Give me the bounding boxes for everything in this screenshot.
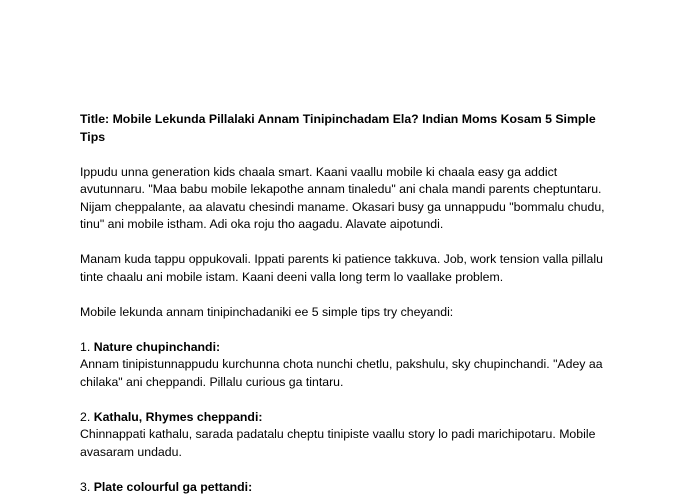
paragraph-parents: Manam kuda tappu oppukovali. Ippati parents ki patience takkuva. Job, work tension valla pillalu tinte chaalu ani mobile istam. Kaani deeni valla long term lo vaallake problem. <box>80 251 610 286</box>
tip-item <box>80 339 610 392</box>
tip-body: Chinnappati kathalu, sarada padatalu cheptu tinipiste vaallu story lo padi marichipotaru. Mobile avasaram undadu. <box>80 426 610 461</box>
paragraph-tips-intro: Mobile lekunda annam tinipinchadaniki ee 5 simple tips try cheyandi: <box>80 304 610 322</box>
tip-heading <box>80 479 610 496</box>
tip-heading <box>80 339 610 357</box>
tip-item <box>80 479 610 496</box>
paragraph-intro: Ippudu unna generation kids chaala smart. Kaani vaallu mobile ki chaala easy ga addict avutunnaru. "Maa babu mobile lekapothe annam tinaledu" ani chala mandi parents cheptuntaru. Nijam cheppalante, aa alavatu chesindi maname. Okasari busy ga unnappudu "bommalu chudu, tinu" ani mobile istham. Adi oka roju tho aagadu. Alavate aipotundi. <box>80 164 610 234</box>
tip-body: Annam tinipistunnappudu kurchunna chota nunchi chetlu, pakshulu, sky chupinchandi. "Adey aa chilaka" ani cheppandi. Pillalu curious ga tintaru. <box>80 356 610 391</box>
tip-heading <box>80 409 610 427</box>
tip-number: 2. <box>80 410 90 424</box>
document-body <box>80 111 610 496</box>
tip-title: Kathalu, Rhymes cheppandi: <box>94 410 263 424</box>
tip-item <box>80 409 610 462</box>
tip-number: 1. <box>80 340 90 354</box>
tip-title: Plate colourful ga pettandi: <box>94 480 253 494</box>
tip-number: 3. <box>80 480 90 494</box>
document-title: Title: Mobile Lekunda Pillalaki Annam Tinipinchadam Ela? Indian Moms Kosam 5 Simple Tips <box>80 111 600 146</box>
tip-title: Nature chupinchandi: <box>94 340 220 354</box>
